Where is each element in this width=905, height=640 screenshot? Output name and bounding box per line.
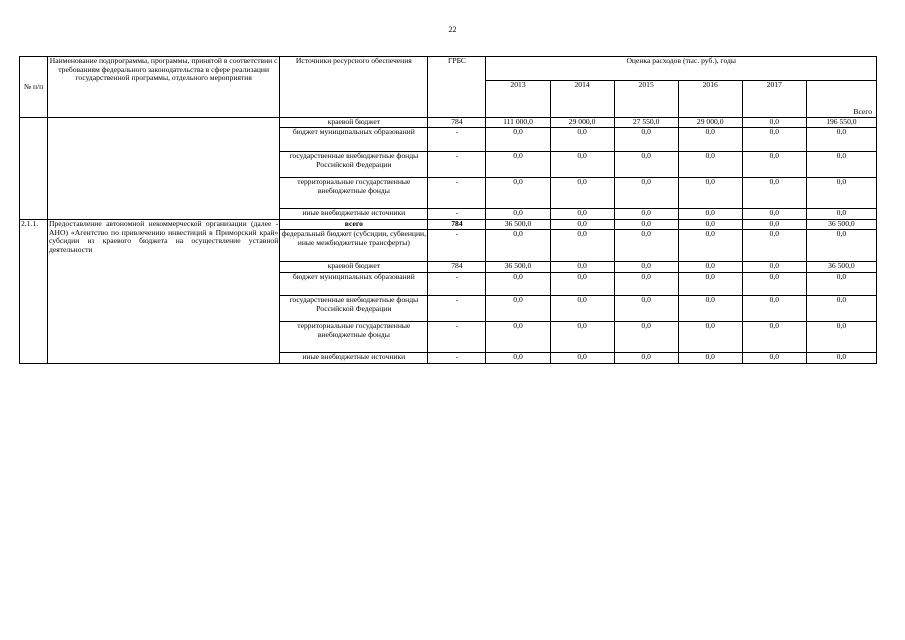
value-cell: 0,0 [742, 209, 806, 220]
value-cell: 0,0 [678, 178, 742, 209]
value-cell: 111 000,0 [486, 118, 550, 128]
value-cell: 0,0 [742, 322, 806, 353]
source-cell: территориальные государственные внебюджетные фонды [280, 178, 428, 209]
value-cell: 0,0 [742, 262, 806, 273]
value-cell: 0,0 [614, 296, 678, 322]
header-total: Всего [806, 81, 876, 118]
value-cell: 0,0 [486, 152, 550, 178]
value-cell: 0,0 [486, 322, 550, 353]
source-cell: бюджет муниципальных образований [280, 128, 428, 152]
value-cell: 0,0 [806, 322, 876, 353]
source-cell: иные внебюджетные источники [280, 353, 428, 364]
value-cell: 0,0 [742, 273, 806, 296]
grbs-cell: 784 [428, 118, 486, 128]
grbs-cell: - [428, 128, 486, 152]
grbs-cell: 784 [428, 262, 486, 273]
value-cell: 0,0 [742, 230, 806, 262]
value-cell: 0,0 [614, 262, 678, 273]
value-cell: 36 500,0 [486, 262, 550, 273]
grbs-cell: - [428, 178, 486, 209]
source-cell: краевой бюджет [280, 118, 428, 128]
value-cell: 0,0 [806, 353, 876, 364]
page-number: 22 [448, 25, 457, 34]
value-cell: 0,0 [742, 353, 806, 364]
header-num: № п/п [20, 57, 48, 118]
value-cell: 36 500,0 [486, 220, 550, 230]
value-cell: 0,0 [614, 273, 678, 296]
value-cell: 0,0 [550, 128, 614, 152]
header-source: Источники ресурсного обеспечения [280, 57, 428, 118]
value-cell: 0,0 [614, 322, 678, 353]
value-cell: 0,0 [678, 128, 742, 152]
item-number: 2.1.1. [20, 220, 48, 364]
value-cell: 0,0 [806, 273, 876, 296]
source-cell: краевой бюджет [280, 262, 428, 273]
value-cell: 29 000,0 [678, 118, 742, 128]
value-cell: 0,0 [550, 322, 614, 353]
value-cell: 0,0 [678, 209, 742, 220]
value-cell: 0,0 [614, 128, 678, 152]
value-cell: 0,0 [550, 230, 614, 262]
header-estimate: Оценка расходов (тыс. руб.), годы [486, 57, 877, 81]
year-2016: 2016 [678, 81, 742, 118]
value-cell: 0,0 [550, 262, 614, 273]
year-2013: 2013 [486, 81, 550, 118]
value-cell: 0,0 [806, 296, 876, 322]
block1-name-cell [48, 118, 280, 220]
source-cell: государственные внебюджетные фонды Российской Федерации [280, 152, 428, 178]
year-2017: 2017 [742, 81, 806, 118]
value-cell: 0,0 [550, 209, 614, 220]
value-cell: 0,0 [486, 209, 550, 220]
value-cell: 0,0 [614, 152, 678, 178]
year-2015: 2015 [614, 81, 678, 118]
source-cell: всего [280, 220, 428, 230]
value-cell: 0,0 [742, 152, 806, 178]
header-name: Наименование подпрограммы, программы, принятой в соответствии с требованиям федерального законодательства в сфере реализации государственной программы, отдельного мероприятия [48, 57, 280, 118]
value-cell: 0,0 [486, 230, 550, 262]
value-cell: 0,0 [678, 353, 742, 364]
value-cell: 0,0 [806, 178, 876, 209]
value-cell: 0,0 [678, 296, 742, 322]
value-cell: 27 550,0 [614, 118, 678, 128]
grbs-cell: - [428, 296, 486, 322]
value-cell: 0,0 [742, 296, 806, 322]
value-cell: 0,0 [550, 178, 614, 209]
value-cell: 0,0 [550, 353, 614, 364]
source-cell: территориальные государственные внебюджетные фонды [280, 322, 428, 353]
value-cell: 36 500,0 [806, 220, 876, 230]
value-cell: 0,0 [550, 220, 614, 230]
header-row [20, 57, 877, 81]
source-cell: государственные внебюджетные фонды Российской Федерации [280, 296, 428, 322]
value-cell: 0,0 [806, 230, 876, 262]
value-cell: 0,0 [486, 353, 550, 364]
value-cell: 0,0 [550, 273, 614, 296]
budget-table [19, 56, 877, 364]
value-cell: 196 550,0 [806, 118, 876, 128]
header-grbs: ГРБС [428, 57, 486, 118]
grbs-cell: - [428, 353, 486, 364]
value-cell: 0,0 [678, 273, 742, 296]
value-cell: 0,0 [742, 178, 806, 209]
grbs-cell: - [428, 152, 486, 178]
value-cell: 0,0 [678, 230, 742, 262]
value-cell: 0,0 [486, 178, 550, 209]
value-cell: 29 000,0 [550, 118, 614, 128]
item-name: Предоставление автономной некоммерческой организации (далее - АНО) «Агентство по привлечению инвестиций в Приморский край» субсидии из краевого бюджета на осуществление уставной деятельности [48, 220, 280, 364]
grbs-cell: - [428, 230, 486, 262]
value-cell: 0,0 [614, 230, 678, 262]
value-cell: 0,0 [614, 178, 678, 209]
value-cell: 0,0 [678, 262, 742, 273]
year-2014: 2014 [550, 81, 614, 118]
source-cell: иные внебюджетные источники [280, 209, 428, 220]
table-row [20, 118, 877, 128]
value-cell: 0,0 [486, 273, 550, 296]
value-cell: 0,0 [806, 152, 876, 178]
grbs-cell: - [428, 273, 486, 296]
value-cell: 0,0 [614, 220, 678, 230]
block1-num-cell [20, 118, 48, 220]
table-row [20, 220, 877, 230]
value-cell: 0,0 [550, 152, 614, 178]
value-cell: 0,0 [678, 152, 742, 178]
grbs-cell: 784 [428, 220, 486, 230]
value-cell: 0,0 [806, 128, 876, 152]
value-cell: 0,0 [678, 322, 742, 353]
value-cell: 0,0 [806, 209, 876, 220]
source-cell: бюджет муниципальных образований [280, 273, 428, 296]
source-cell: федеральный бюджет (субсидии, субвенции, иные межбюджетные трансферты) [280, 230, 428, 262]
value-cell: 0,0 [486, 296, 550, 322]
value-cell: 0,0 [678, 220, 742, 230]
grbs-cell: - [428, 209, 486, 220]
value-cell: 0,0 [742, 118, 806, 128]
grbs-cell: - [428, 322, 486, 353]
value-cell: 0,0 [742, 128, 806, 152]
value-cell: 0,0 [614, 209, 678, 220]
value-cell: 0,0 [742, 220, 806, 230]
value-cell: 0,0 [486, 128, 550, 152]
value-cell: 0,0 [550, 296, 614, 322]
value-cell: 0,0 [614, 353, 678, 364]
value-cell: 36 500,0 [806, 262, 876, 273]
